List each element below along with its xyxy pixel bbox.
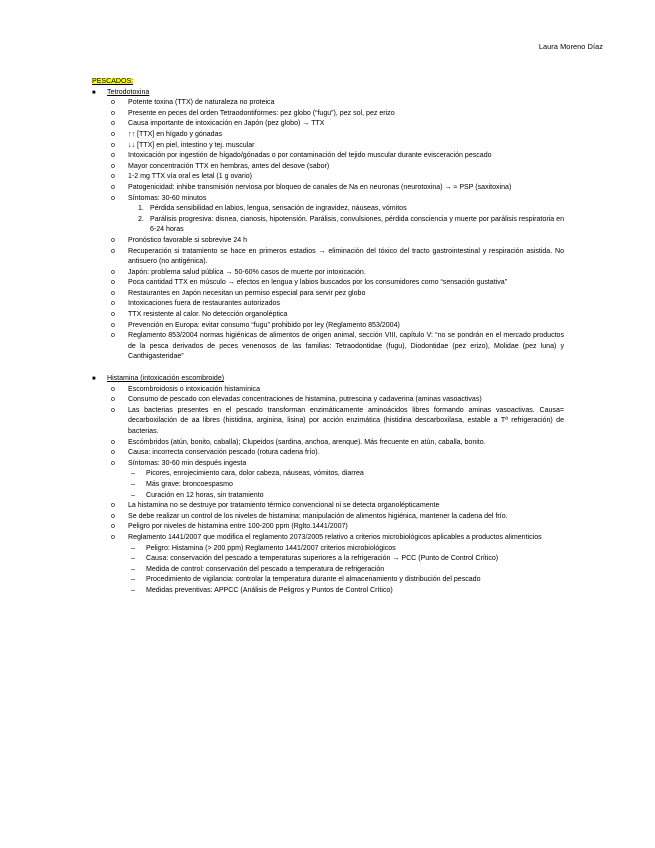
symptoms-list [128,469,564,501]
list-item: o Causa: incorrecta conservación pescado (rotura cadena frío). [92,448,564,459]
list-item: o Peligro por niveles de histamina entre 100-200 ppm (Rglto.1441/2007) [92,522,564,533]
list-item: o Intoxicaciones fuera de restaurantes autorizados [92,299,564,310]
document-body [92,77,564,597]
list-item: o 1-2 mg TTX vía oral es letal (1 g ovario) [92,172,564,183]
list-item: o Intoxicación por ingestión de hígado/gónadas o por contaminación del tejido muscular durante evisceración pescado [92,151,564,162]
topic-histamina [92,374,564,385]
list-item: o Consumo de pescado con elevadas concentraciones de histamina, putrescina y cadaverina (aminas vasoactivas) [92,395,564,406]
list-item: o Prevención en Europa: evitar consumo “fugu” prohibido por ley (Reglamento 853/2004) [92,321,564,332]
list-item: o Presente en peces del orden Tetraodontiformes: pez globo (“fugu”), pez sol, pez erizo [92,109,564,120]
topic-title: Histamina (intoxicación escombroide) [107,375,225,383]
list-item: o TTX resistente al calor. No detección organoléptica [92,310,564,321]
list-item: o Escombroidosis o intoxicación histamínica [92,385,564,396]
square-bullet-icon: ■ [92,376,96,383]
dash-item: – Picores, enrojecimiento cara, dolor cabeza, náuseas, vómitos, diarrea [128,469,564,480]
section-title: PESCADOS: [92,78,134,85]
numbered-item: 2. Parálisis progresiva: disnea, cianosis, hipotensión. Parálisis, convulsiones, pérdida consciencia y muerte por parálisis respiratoria en 6-24 horas [138,215,564,234]
list-item [92,194,564,236]
topic-tetrodotoxina [92,88,564,99]
list-item: o Japón: problema salud pública → 50-60% casos de muerte por intoxicación. [92,268,564,279]
dash-item: – Procedimiento de vigilancia: controlar la temperatura durante el almacenamiento y distribución del pescado [128,575,564,586]
list-item: o Reglamento 853/2004 normas higiénicas de alimentos de origen animal, sección VIII, capítulo V: “no se pondrán en el mercado productos de la pesca derivados de peces venenosos de las familias: Tetraodontidae (fugu), Diodontidae (pez erizo), Molidae (pez luna) y Canthigasteridae” [92,331,564,363]
list-item: o Potente toxina (TTX) de naturaleza no proteica [92,98,564,109]
list-item: o Las bacterias presentes en el pescado transforman enzimáticamente aminoácidos libres formando aminas vasoactivas. Causa= decarboxilación de aa libres (histidina, arginina, lisina) por acción enzimática (histidina descarboxilasa, estable a Tª refrigeración) de bacterias. [92,406,564,438]
list-item: o ↑↑ [TTX] en hígado y gónadas [92,130,564,141]
list-item: o Pronóstico favorable si sobrevive 24 h [92,236,564,247]
author-name: Laura Moreno Díaz [538,42,603,51]
list-item [92,533,564,597]
list-item [92,459,564,501]
regulation-list [128,544,564,597]
list-item: o Escómbridos (atún, bonito, caballa); Clupeidos (sardina, anchoa, arenque). Más frecuente en atún, caballa, bonito. [92,438,564,449]
dash-item: – Peligro: Histamina (> 200 ppm) Reglamento 1441/2007 criterios microbiológicos [128,544,564,555]
list-item: o Poca cantidad TTX en músculo → efectos en lengua y labios buscados por los consumidores como “sensación gustativa” [92,278,564,289]
list-item: o Recuperación si tratamiento se hace en primeros estadios → eliminación del tóxico del tracto gastrointestinal y respiración asistida. No antisuero (no antigénica). [92,247,564,268]
regulation-heading: Reglamento 1441/2007 que modifica el reglamento 2073/2005 relativo a criterios microbiológicos aplicables a productos alimenticios [128,533,542,541]
square-bullet-icon: ■ [92,89,96,96]
histamina-list [92,385,564,597]
numbered-item: 1. Pérdida sensibilidad en labios, lengua, sensación de ingravidez, náuseas, vómitos [138,205,407,213]
list-item: o La histamina no se destruye por tratamiento térmico convencional ni se detecta organolépticamente [92,501,564,512]
symptoms-list [128,204,564,236]
list-item: o Mayor concentración TTX en hembras, antes del desove (sabor) [92,162,564,173]
list-item: o Patogenicidad: inhibe transmisión nerviosa por bloqueo de canales de Na en neuronas (neurotoxina) → ≈ PSP (saxitoxina) [92,183,564,194]
dash-item: – Medida de control: conservación del pescado a temperatura de refrigeración [128,565,564,576]
list-item: o Causa importante de intoxicación en Japón (pez globo) → TTX [92,119,564,130]
dash-item: – Más grave: broncoespasmo [128,480,564,491]
tetrodotoxina-list [92,98,564,363]
dash-item: – Medidas preventivas: APPCC (Análisis de Peligros y Puntos de Control Crítico) [128,586,564,597]
list-item: o Se debe realizar un control de los niveles de histamina: manipulación de alimentos higiénica, mantener la cadena del frío. [92,512,564,523]
dash-item: – Curación en 12 horas, sin tratamiento [128,491,564,502]
symptoms-heading: Síntomas: 30-60 min después ingesta [128,459,247,467]
list-item: o Restaurantes en Japón necesitan un permiso especial para servir pez globo [92,289,564,300]
dash-item: – Causa: conservación del pescado a temperaturas superiores a la refrigeración → PCC (Punto de Control Crítico) [128,554,564,565]
symptoms-heading: Síntomas: 30-60 minutos [128,194,207,202]
topic-title: Tetrodotoxina [107,88,150,96]
spacer [92,363,564,374]
list-item: o ↓↓ [TTX] en piel, intestino y tej. muscular [92,141,564,152]
